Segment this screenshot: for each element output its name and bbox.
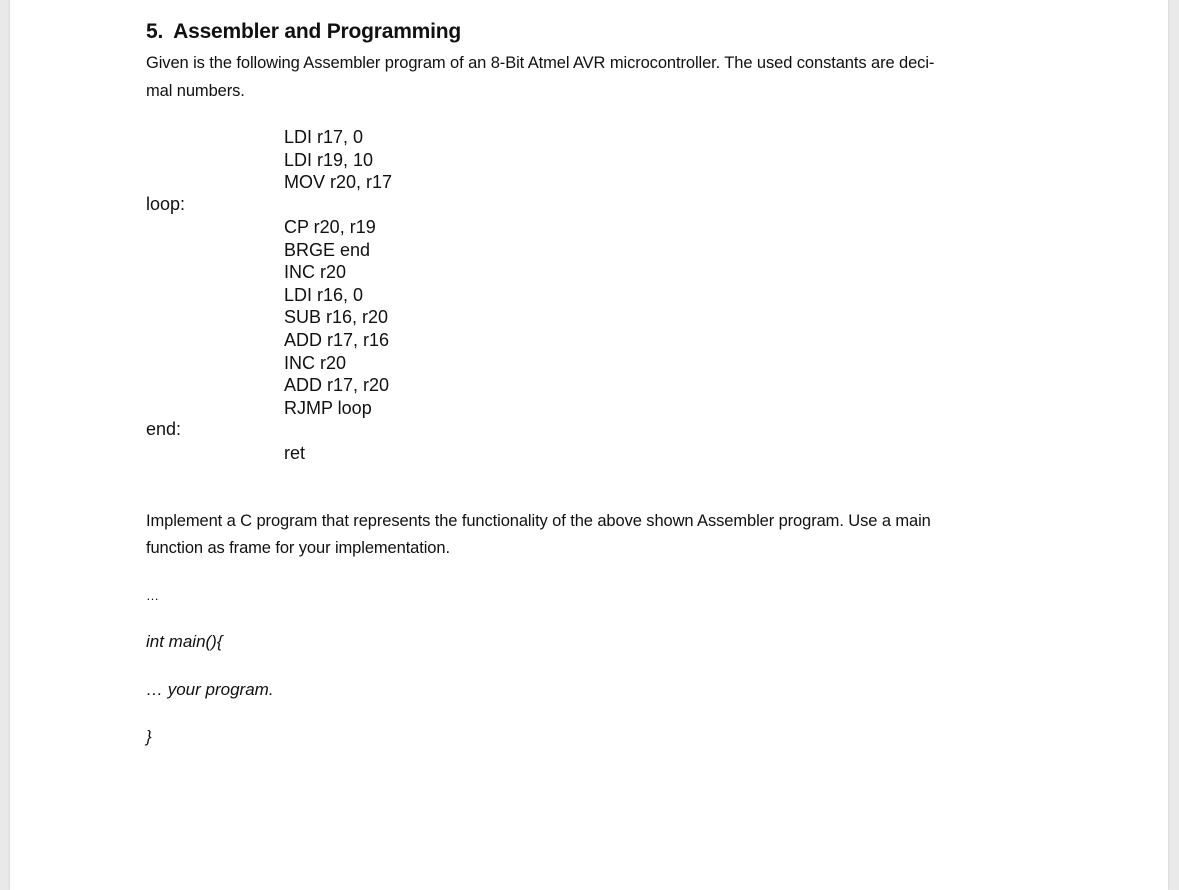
template-close-brace: } (146, 727, 152, 746)
template-main-open: int main(){ (146, 632, 223, 651)
code-line: LDI r16, 0 (284, 284, 364, 305)
code-line: RJMP loop (284, 397, 372, 418)
code-line: ret (284, 443, 306, 463)
intro-line-2: mal numbers. (146, 82, 245, 100)
code-line: CP r20, r19 (284, 217, 376, 237)
template-your-program: … your program. (146, 680, 274, 699)
code-line: INC r20 (284, 262, 347, 283)
code-line: INC r20 (284, 352, 347, 373)
code-line: BRGE end (284, 239, 371, 260)
section-number: 5. (146, 20, 164, 43)
task-line-1: Implement a C program that represents the functionality of the above shown Assembler program. Use a main (146, 512, 931, 530)
task-line-2: function as frame for your implementation. (146, 539, 450, 557)
end-label: end: (146, 419, 182, 439)
section-heading (146, 20, 461, 44)
loop-label: loop: (146, 194, 186, 214)
intro-line-1: Given is the following Assembler program of an 8-Bit Atmel AVR microcontroller. The used constants are deci- (146, 54, 935, 72)
code-line: LDI r17, 0 (284, 127, 364, 147)
code-line: ADD r17, r16 (284, 330, 390, 350)
template-ellipsis: … (146, 588, 159, 603)
code-line: MOV r20, r17 (284, 172, 393, 193)
code-line: SUB r16, r20 (284, 307, 389, 328)
document-page (10, 0, 1168, 890)
section-title: Assembler and Programming (173, 20, 462, 43)
code-line: LDI r19, 10 (284, 149, 374, 170)
code-line: ADD r17, r20 (284, 375, 390, 396)
